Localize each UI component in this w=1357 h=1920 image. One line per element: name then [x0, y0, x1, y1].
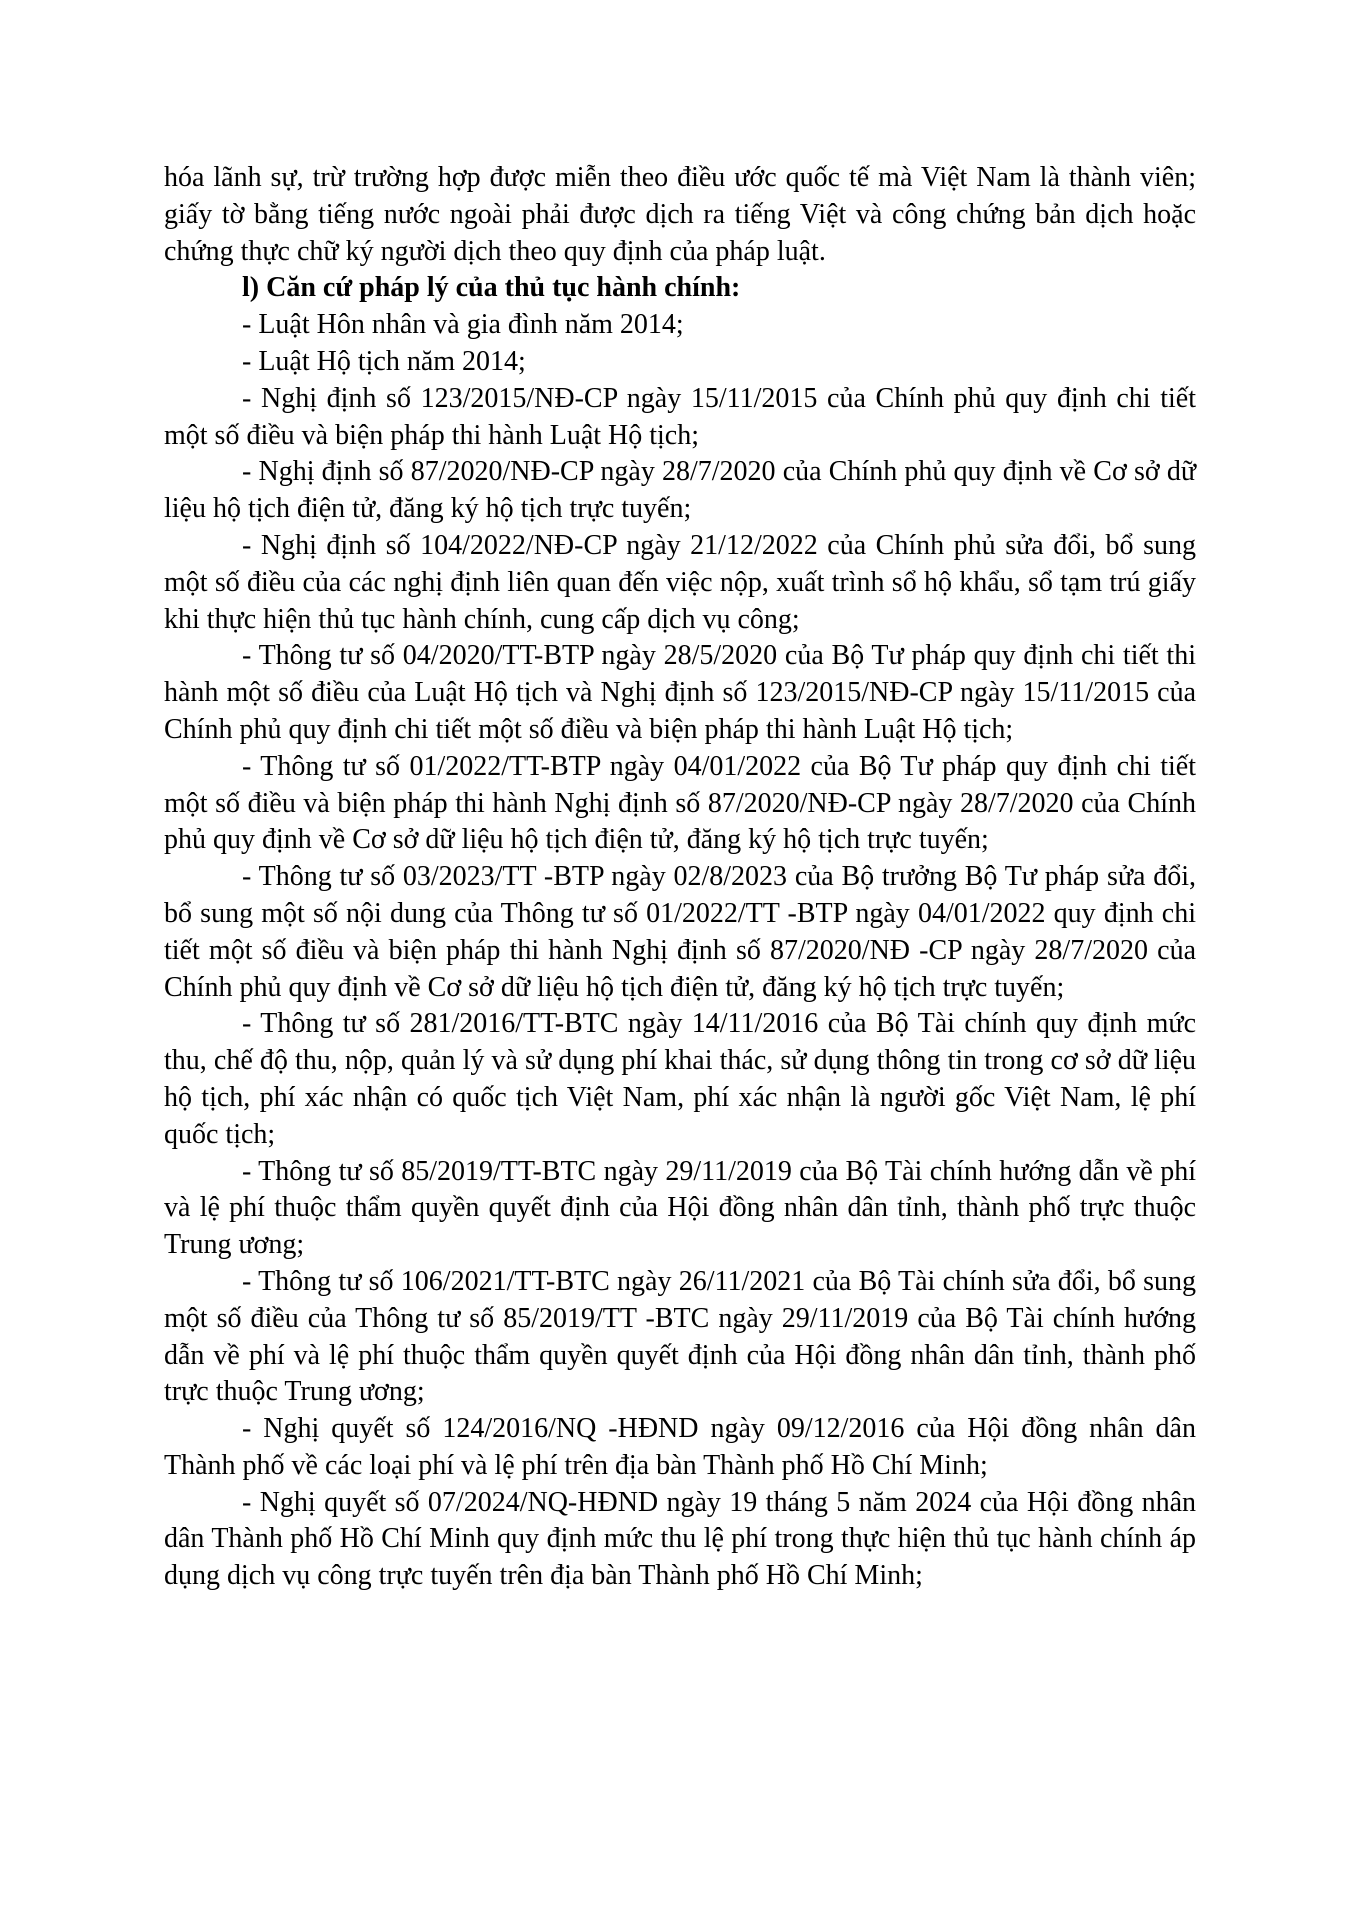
section-heading: l) Căn cứ pháp lý của thủ tục hành chính: [242, 272, 741, 304]
legal-basis-item: - Thông tư số 01/2022/TT-BTP ngày 04/01/2022 của Bộ Tư pháp quy định chi tiết một số điều và biện pháp thi hành Nghị định số 87/2020/NĐ-CP ngày 28/7/2020 của Chính phủ quy định về Cơ sở dữ liệu hộ tịch điện tử, đăng ký hộ tịch trực tuyến; [164, 750, 1196, 856]
legal-basis-item: - Nghị định số 104/2022/NĐ-CP ngày 21/12/2022 của Chính phủ sửa đổi, bổ sung một số điều của các nghị định liên quan đến việc nộp, xuất trình sổ hộ khẩu, sổ tạm trú giấy khi thực hiện thủ tục hành chính, cung cấp dịch vụ công; [164, 529, 1196, 635]
legal-basis-item: - Thông tư số 281/2016/TT-BTC ngày 14/11/2016 của Bộ Tài chính quy định mức thu, chế độ thu, nộp, quản lý và sử dụng phí khai thác, sử dụng thông tin trong cơ sở dữ liệu hộ tịch, phí xác nhận có quốc tịch Việt Nam, phí xác nhận là người gốc Việt Nam, lệ phí quốc tịch; [164, 1008, 1196, 1150]
document-page [164, 160, 1196, 1595]
legal-basis-item: - Nghị định số 123/2015/NĐ-CP ngày 15/11/2015 của Chính phủ quy định chi tiết một số điều và biện pháp thi hành Luật Hộ tịch; [164, 382, 1196, 451]
legal-basis-item: - Luật Hôn nhân và gia đình năm 2014; [242, 309, 684, 341]
legal-basis-item: - Nghị quyết số 124/2016/NQ -HĐND ngày 09/12/2016 của Hội đồng nhân dân Thành phố về các loại phí và lệ phí trên địa bàn Thành phố Hồ Chí Minh; [164, 1413, 1196, 1481]
legal-basis-item: - Thông tư số 106/2021/TT-BTC ngày 26/11/2021 của Bộ Tài chính sửa đổi, bổ sung một số điều của Thông tư số 85/2019/TT -BTC ngày 29/11/2019 của Bộ Tài chính hướng dẫn về phí và lệ phí thuộc thẩm quyền quyết định của Hội đồng nhân dân tỉnh, thành phố trực thuộc Trung ương; [164, 1265, 1196, 1408]
legal-basis-item: - Luật Hộ tịch năm 2014; [242, 345, 526, 377]
legal-basis-item: - Thông tư số 04/2020/TT-BTP ngày 28/5/2020 của Bộ Tư pháp quy định chi tiết thi hành một số điều của Luật Hộ tịch và Nghị định số 123/2015/NĐ-CP ngày 15/11/2015 của Chính phủ quy định chi tiết một số điều và biện pháp thi hành Luật Hộ tịch; [164, 640, 1196, 745]
legal-basis-item: - Nghị định số 87/2020/NĐ-CP ngày 28/7/2020 của Chính phủ quy định về Cơ sở dữ liệu hộ tịch điện tử, đăng ký hộ tịch trực tuyến; [164, 456, 1196, 525]
paragraph-continuation: hóa lãnh sự, trừ trường hợp được miễn theo điều ước quốc tế mà Việt Nam là thành viên; giấy tờ bằng tiếng nước ngoài phải được dịch ra tiếng Việt và công chứng bản dịch hoặc chứng thực chữ ký người dịch theo quy định của pháp luật. [164, 162, 1196, 267]
legal-basis-item: - Nghị quyết số 07/2024/NQ-HĐND ngày 19 tháng 5 năm 2024 của Hội đồng nhân dân Thành phố Hồ Chí Minh quy định mức thu lệ phí trong thực hiện thủ tục hành chính áp dụng dịch vụ công trực tuyến trên địa bàn Thành phố Hồ Chí Minh; [164, 1486, 1196, 1592]
legal-basis-item: - Thông tư số 03/2023/TT -BTP ngày 02/8/2023 của Bộ trưởng Bộ Tư pháp sửa đổi, bổ sung một số nội dung của Thông tư số 01/2022/TT -BTP ngày 04/01/2022 quy định chi tiết một số điều và biện pháp thi hành Nghị định số 87/2020/NĐ -CP ngày 28/7/2020 của Chính phủ quy định về Cơ sở dữ liệu hộ tịch điện tử, đăng ký hộ tịch trực tuyến; [164, 861, 1196, 1003]
legal-basis-item: - Thông tư số 85/2019/TT-BTC ngày 29/11/2019 của Bộ Tài chính hướng dẫn về phí và lệ phí thuộc thẩm quyền quyết định của Hội đồng nhân dân tỉnh, thành phố trực thuộc Trung ương; [164, 1155, 1196, 1261]
